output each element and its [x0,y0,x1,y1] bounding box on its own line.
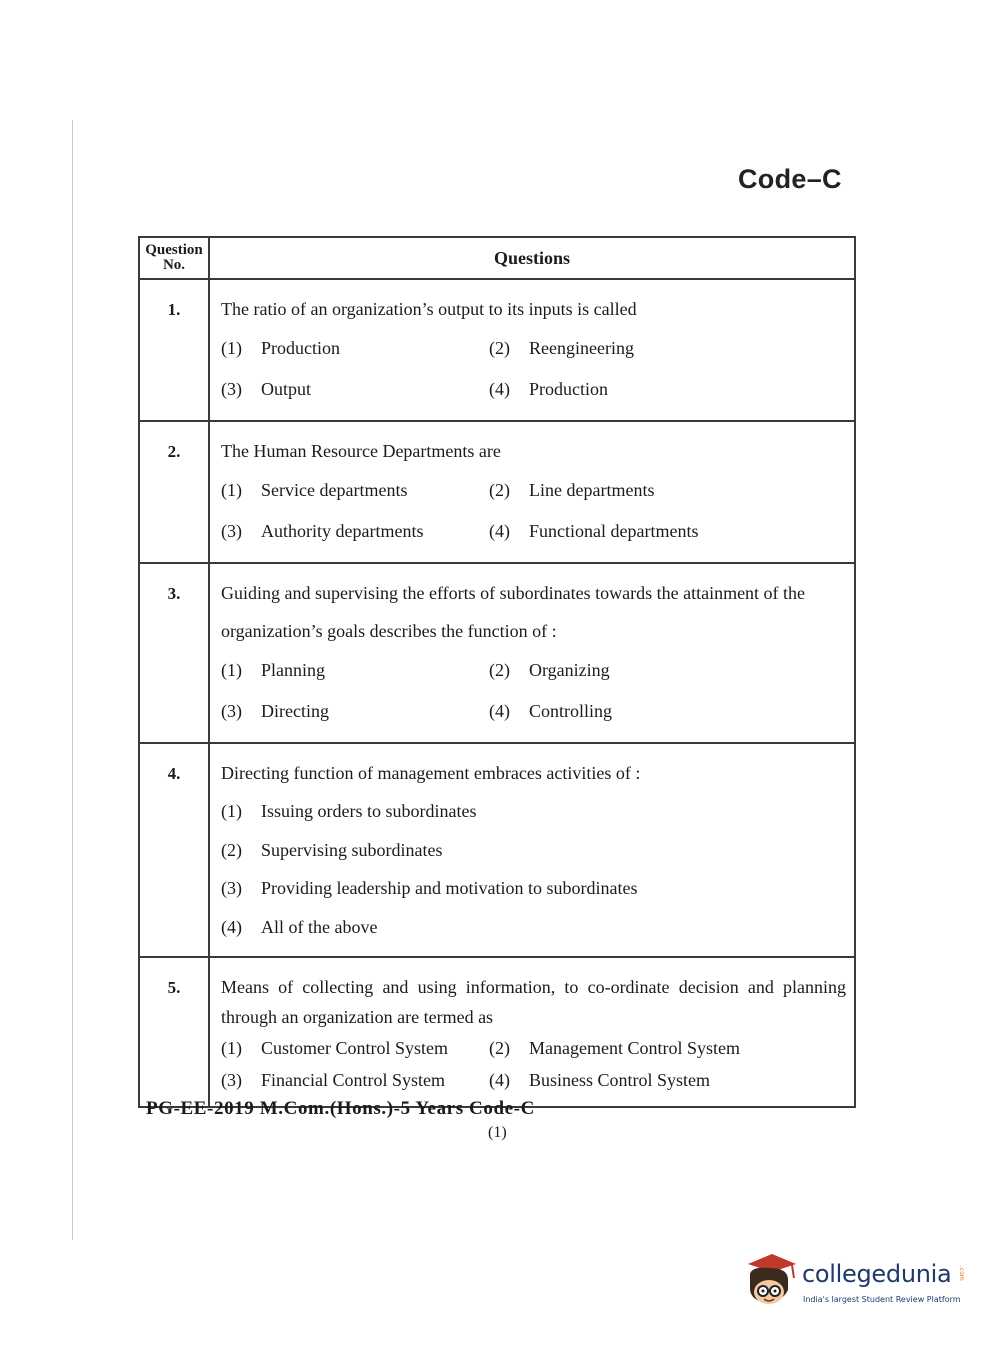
paper-code-label: Code–C [738,164,842,194]
option-grid [221,1032,846,1096]
question-body [209,279,855,421]
option: (2) Management Control System [489,1038,740,1058]
option: (1) Customer Control System [221,1038,449,1058]
collegedunia-wordmark: collegedunia [802,1260,952,1288]
question-stem: Directing function of management embraces activities of : [221,763,641,783]
question-row [139,957,855,1107]
question-number: 4. [139,743,209,957]
option: (1) Production [221,338,340,358]
option: (2) Reengineering [489,338,634,358]
question-body [209,957,855,1107]
option-grid [221,470,846,552]
option: (1) Planning [221,660,326,680]
questions-header: Questions [209,237,855,279]
question-row [139,743,855,957]
option: (3) Output [221,379,312,399]
question-number: 2. [139,421,209,563]
question-number: 5. [139,957,209,1107]
footer-paper-code: PG-EE-2019 M.Com.(Hons.)-5 Years Code-C [146,1098,535,1119]
option: (4) Functional departments [489,521,699,541]
question-row [139,279,855,421]
question-no-header: Question No. [139,237,209,279]
page-number: (1) [488,1124,507,1141]
question-stem: The Human Resource Departments are [221,441,501,461]
option: (2) Supervising subordinates [221,839,443,860]
question-number: 1. [139,279,209,421]
option: (3) Providing leadership and motivation to subordinates [221,878,638,898]
question-table [138,236,856,1108]
question-stem: Means of collecting and using information, to co-ordinate decision and planning through an organization are termed as [221,977,846,1027]
option: (3) Financial Control System [221,1070,445,1090]
collegedunia-mascot-icon [742,1250,800,1312]
option: (4) Controlling [489,701,613,721]
option: (2) Line departments [489,480,655,500]
question-row [139,563,855,743]
option: (3) Directing [221,701,329,721]
question-body [209,563,855,743]
collegedunia-watermark [742,1250,972,1312]
option: (1) Service departments [221,480,408,500]
question-stem: Guiding and supervising the efforts of subordinates towards the attainment of the organization’s goals describes the function of : [221,583,806,641]
collegedunia-tagline: India's largest Student Review Platform [803,1295,961,1304]
table-header-row [139,237,855,279]
option: (4) Business Control System [489,1070,711,1090]
question-body [209,743,855,957]
scan-edge-line [72,120,73,1240]
question-number: 3. [139,563,209,743]
option: (2) Organizing [489,660,610,680]
collegedunia-dotcom: .com [958,1266,965,1281]
option: (1) Issuing orders to subordinates [221,801,477,821]
option: (4) Production [489,379,608,399]
option-list [221,792,846,946]
option: (3) Authority departments [221,521,424,541]
question-stem: The ratio of an organization’s output to its inputs is called [221,299,637,319]
option-grid [221,650,846,732]
option-grid [221,328,846,410]
option: (4) All of the above [221,916,378,937]
question-body [209,421,855,563]
question-row [139,421,855,563]
